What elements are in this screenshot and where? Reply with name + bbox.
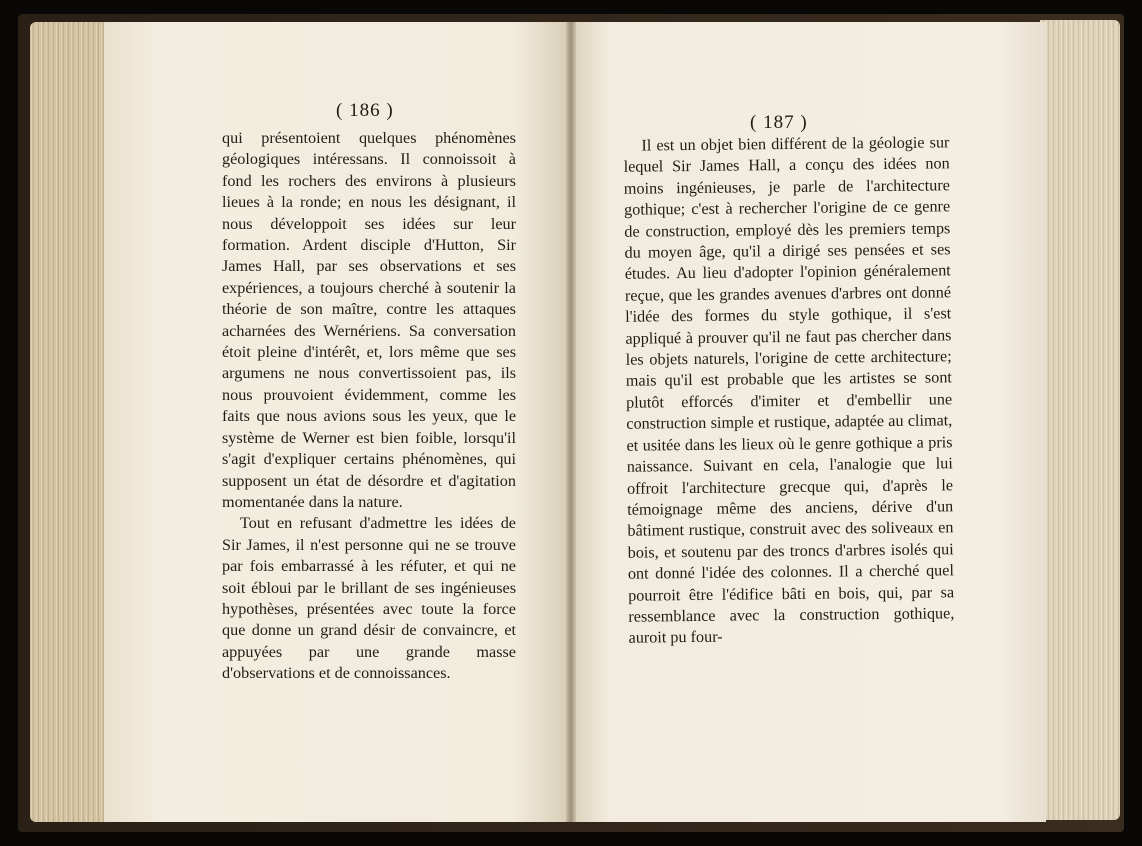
right-paragraph-1: Il est un objet bien différent de la géologie sur lequel Sir James Hall, a conçu des idées non moins ingénieuses, je parle de l'architecture gothique; c'est à rechercher l'origine de ce genre de construction, employé dès les premiers temps du moyen âge, qu'il a dirigé ses pensées et ses études. Au lieu d'adopter l'opinion généralement reçue, que les grandes avenues d'arbres ont donné l'idée des formes du style gothique, il s'est appliqué à prouver qu'il ne faut pas chercher dans les objets naturels, l'origine de cette architecture; mais qu'il est probable que les artistes se sont plutôt efforcés d'imiter et d'embellir une construction simple et rustique, adaptée au climat, et usitée dans les lieux où le genre gothique a pris naissance. Suivant en cela, l'analogie que lui offroit l'architecture grecque qui, d'après le témoignage même des anciens, dérive d'un bâtiment rustique, construit avec des soliveaux en bois, et soutenu par des troncs d'arbres isolés qui ont donné l'idée des colonnes. Il a cherché quel pourroit être l'édifice bâti en bois, qui, par sa ressemblance avec la construction gothique, auroit pu four- xyxy=(623,133,955,648)
right-page-edges xyxy=(1040,20,1120,820)
right-page-number: ( 187 ) xyxy=(750,112,808,133)
right-page-text xyxy=(623,132,954,649)
left-paragraph-1: qui présentoient quelques phénomènes géologiques intéressans. Il connoissoit à fond les rochers des environs à plusieurs lieues à la ronde; en nous les désignant, il nous développoit ses idées sur leur formation. Ardent disciple d'Hutton, Sir James Hall, par ses observations et ses expériences, a toujours cherché à soutenir la théorie de son maître, contre les attaques acharnées des Wernériens. Sa conversation étoit pleine d'intérêt, et, lors même que ses argumens ne nous convertissoient pas, ils nous prouvoient évidemment, comme les faits que nous avions sous les yeux, que le système de Werner est bien foible, lorsqu'il s'agit d'expliquer certains phénomènes, qui supposent un état de désordre et d'agitation momentanée dans la nature. xyxy=(222,129,516,511)
left-page-number: ( 186 ) xyxy=(336,100,394,121)
book-gutter xyxy=(566,22,576,822)
left-paragraph-2: Tout en refusant d'admettre les idées de Sir James, il n'est personne qui ne se trouve par fois embarrassé à les réfuter, et qui ne soit ébloui par le brillant de ses ingénieuses hypothèses, présentées avec toute la force que donne un grand désir de convaincre, et appuyées par une grande masse d'observations et de connoissances. xyxy=(222,514,516,683)
left-page-edges xyxy=(30,22,110,822)
left-page-text xyxy=(222,128,516,685)
